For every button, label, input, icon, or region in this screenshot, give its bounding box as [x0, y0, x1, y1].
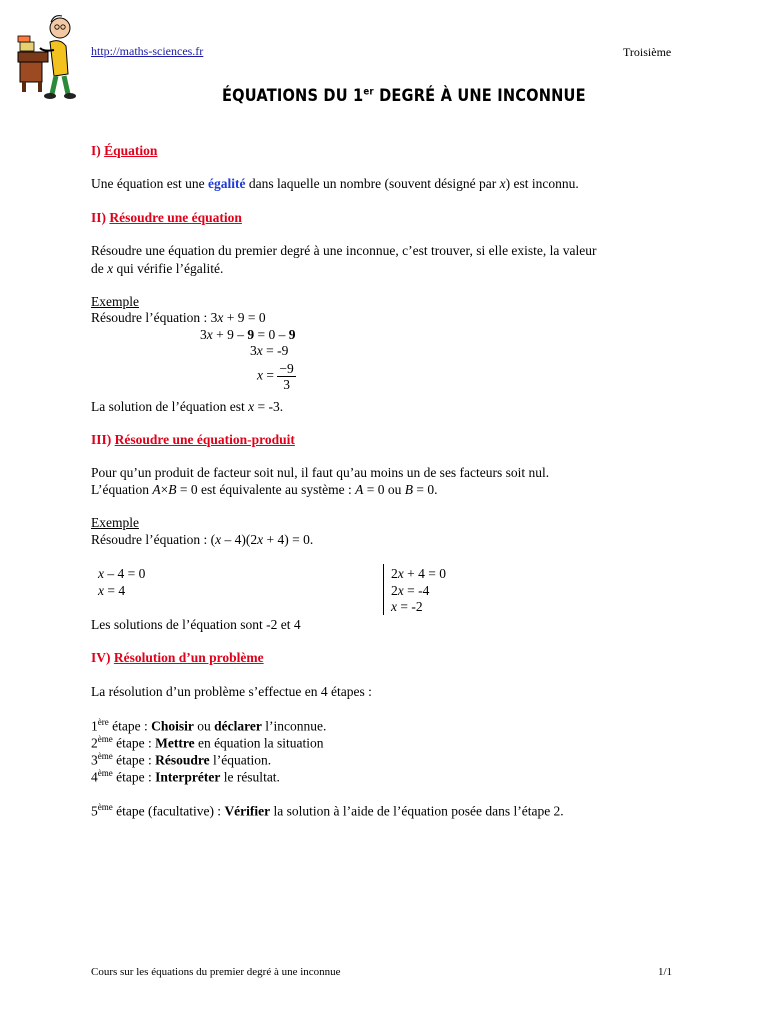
section-3-heading: III) Résoudre une équation-produit: [91, 432, 295, 447]
section-3-conclusion: Les solutions de l’équation sont -2 et 4: [91, 617, 301, 632]
example-equation: Résoudre l’équation : 3x + 9 = 0: [91, 310, 266, 325]
right-factor-line-3: x = -2: [391, 599, 423, 614]
section-4-heading: IV) Résolution d’un problème: [91, 650, 264, 665]
right-factor-line-2: 2x = -4: [391, 583, 430, 598]
fraction: $\frac{-9}{3}$: [279, 361, 294, 392]
step-3: 3ème étape : Résoudre l’équation.: [91, 751, 272, 768]
solution-divider: [383, 564, 384, 615]
section-2-paragraph-line-1: Résoudre une équation du premier degré à une inconnue, c’est trouver, si elle existe, la valeur: [91, 243, 597, 258]
professor-at-desk-logo: [14, 12, 78, 100]
solving-step-2: 3x = -9: [250, 343, 289, 358]
section-3-equivalence: L’équation A×B = 0 est équivalente au système : A = 0 ou B = 0.: [91, 482, 438, 497]
example-product-equation: Résoudre l’équation : (x – 4)(2x + 4) = 0.: [91, 532, 314, 547]
left-factor-line-1: x – 4 = 0: [98, 566, 146, 581]
solving-step-3: x = $\frac{-9}{3}$: [257, 361, 294, 392]
section-1-definition: Une équation est une égalité dans laquelle un nombre (souvent désigné par x) est inconnu.: [91, 176, 579, 191]
section-3-rule: Pour qu’un produit de facteur soit nul, il faut qu’au moins un de ses facteurs soit nul.: [91, 465, 550, 480]
section-2-conclusion: La solution de l’équation est x = -3.: [91, 399, 284, 414]
step-1: 1ère étape : Choisir ou déclarer l’inconnue.: [91, 717, 327, 734]
footer-title: Cours sur les équations du premier degré à une inconnue: [91, 966, 341, 978]
step-2: 2ème étape : Mettre en équation la situation: [91, 734, 324, 751]
class-level: Troisième: [623, 45, 672, 59]
example-label-2: Exemple: [91, 515, 139, 530]
section-2-paragraph-line-2: de x qui vérifie l’égalité.: [91, 261, 224, 276]
section-1-heading: I) Équation: [91, 143, 158, 158]
step-5: 5ème étape (facultative) : Vérifier la solution à l’aide de l’équation posée dans l’étape 2.: [91, 802, 564, 819]
left-factor-line-2: x = 4: [98, 583, 126, 598]
section-4-intro: La résolution d’un problème s’effectue en 4 étapes :: [91, 684, 372, 699]
example-label: Exemple: [91, 294, 139, 309]
step-4: 4ème étape : Interpréter le résultat.: [91, 768, 280, 785]
page-title: ÉQUATIONS DU 1er DEGRÉ À UNE INCONNUE: [222, 86, 586, 106]
site-url-link[interactable]: http://maths-sciences.fr: [91, 44, 204, 58]
footer-page-number: 1/1: [658, 966, 673, 978]
section-2-heading: II) Résoudre une équation: [91, 210, 242, 225]
right-factor-line-1: 2x + 4 = 0: [391, 566, 446, 581]
site-logo: [14, 12, 78, 100]
solving-step-1: 3x + 9 – 9 = 0 – 9: [200, 327, 296, 342]
